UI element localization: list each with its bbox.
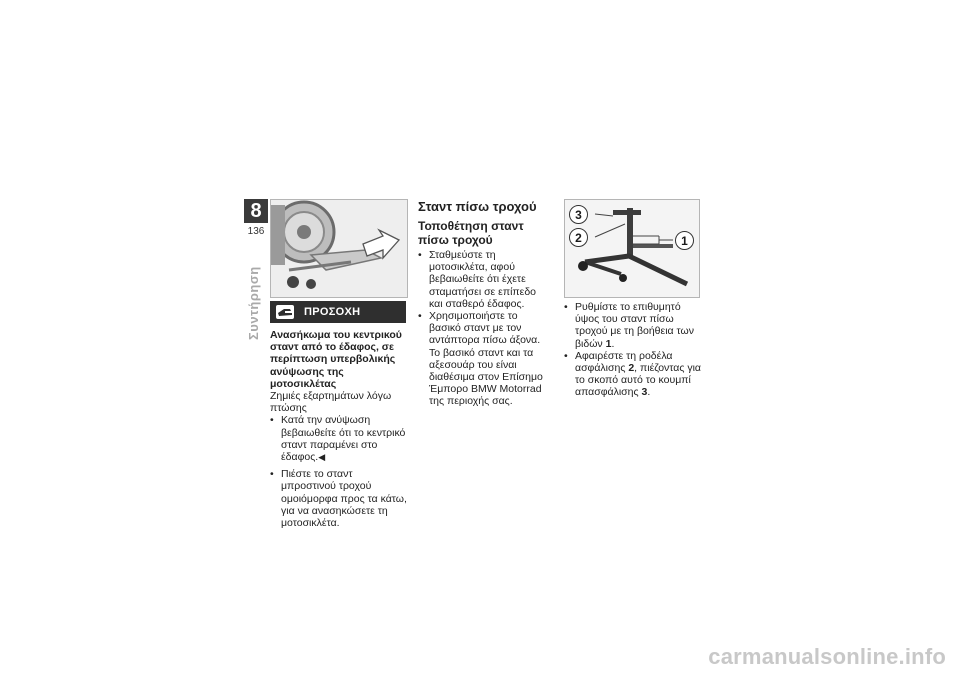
- rear-stand-figure: [564, 199, 700, 298]
- reference-number: 1: [605, 337, 612, 350]
- warning-bullet-list: [270, 414, 408, 529]
- list-item: [564, 301, 702, 350]
- chapter-side-title: Συντήρηση: [246, 266, 261, 340]
- end-mark-icon: ◀: [318, 452, 326, 463]
- list-item: [270, 414, 408, 463]
- bullet-text: Ρυθμίστε το επιθυμητό ύψος του σταντ πίσω τροχού με τη βοήθεια των βιδών: [575, 301, 694, 350]
- callout-2: 2: [569, 228, 588, 247]
- front-stand-figure: [270, 199, 408, 298]
- period: .: [647, 386, 651, 399]
- list-item: [418, 310, 552, 408]
- warning-intro: Ζημιές εξαρτημάτων λόγω πτώσης: [270, 390, 392, 415]
- period: .: [611, 337, 615, 350]
- middle-text-column: [418, 199, 552, 408]
- right-text-column: [564, 301, 702, 399]
- bullet-text: Σταθμεύστε τη μοτοσικλέτα, αφού βεβαιωθείτε ότι έχετε σταματήσει σε επίπεδο και σταθερό έδαφος.: [429, 249, 537, 310]
- warning-banner: [270, 301, 406, 323]
- hand-warning-icon: [276, 305, 294, 319]
- reference-number: 2: [628, 362, 635, 375]
- reference-number: 3: [641, 386, 648, 399]
- watermark: carmanualsonline.info: [708, 644, 946, 669]
- adjust-bullet-list: [564, 301, 702, 399]
- chapter-number-badge: 8: [244, 199, 268, 223]
- subsection-title: Τοποθέτηση σταντ πίσω τροχού: [418, 219, 524, 247]
- bullet-text: Αφαιρέστε τη ροδέλα ασφάλισης: [575, 349, 673, 375]
- section-title: Σταντ πίσω τροχού: [418, 199, 537, 214]
- list-item: [564, 350, 702, 399]
- bullet-text: Πιέστε το σταντ μπροστινού τροχού ομοιόμορφα προς τα κάτω, για να ανασηκώσετε τη μοτοσικλέτα.: [281, 468, 407, 530]
- warning-heading: Ανασήκωμα του κεντρικού σταντ από το έδαφος, σε περίπτωση υπερβολικής ανύψωσης της μοτοσικλέτας: [270, 329, 402, 390]
- left-text-column: [270, 329, 408, 529]
- front-stand-illustration: [271, 200, 407, 297]
- list-item: [418, 249, 552, 310]
- bullet-text: Κατά την ανύψωση βεβαιωθείτε ότι το κεντρικό σταντ παραμένει στο έδαφος.: [281, 414, 406, 464]
- callout-3: 3: [569, 205, 588, 224]
- stand-bullet-list: [418, 249, 552, 408]
- callout-1: 1: [675, 231, 694, 250]
- bullet-text: Χρησιμοποιήστε το βασικό σταντ με τον αντάπτορα πίσω άξονα. Το βασικό σταντ και τα αξεσουάρ του είναι διαθέσιμα στον Επίσημο Έμπορο BMW Motorrad της περιοχής σας.: [429, 310, 543, 408]
- page-number: 136: [247, 226, 265, 237]
- list-item: [270, 468, 408, 529]
- bullet-text: , πιέζοντας για το σκοπό αυτό το κουμπί απασφάλισης: [575, 362, 701, 399]
- warning-label: ΠΡΟΣΟΧΗ: [304, 306, 361, 318]
